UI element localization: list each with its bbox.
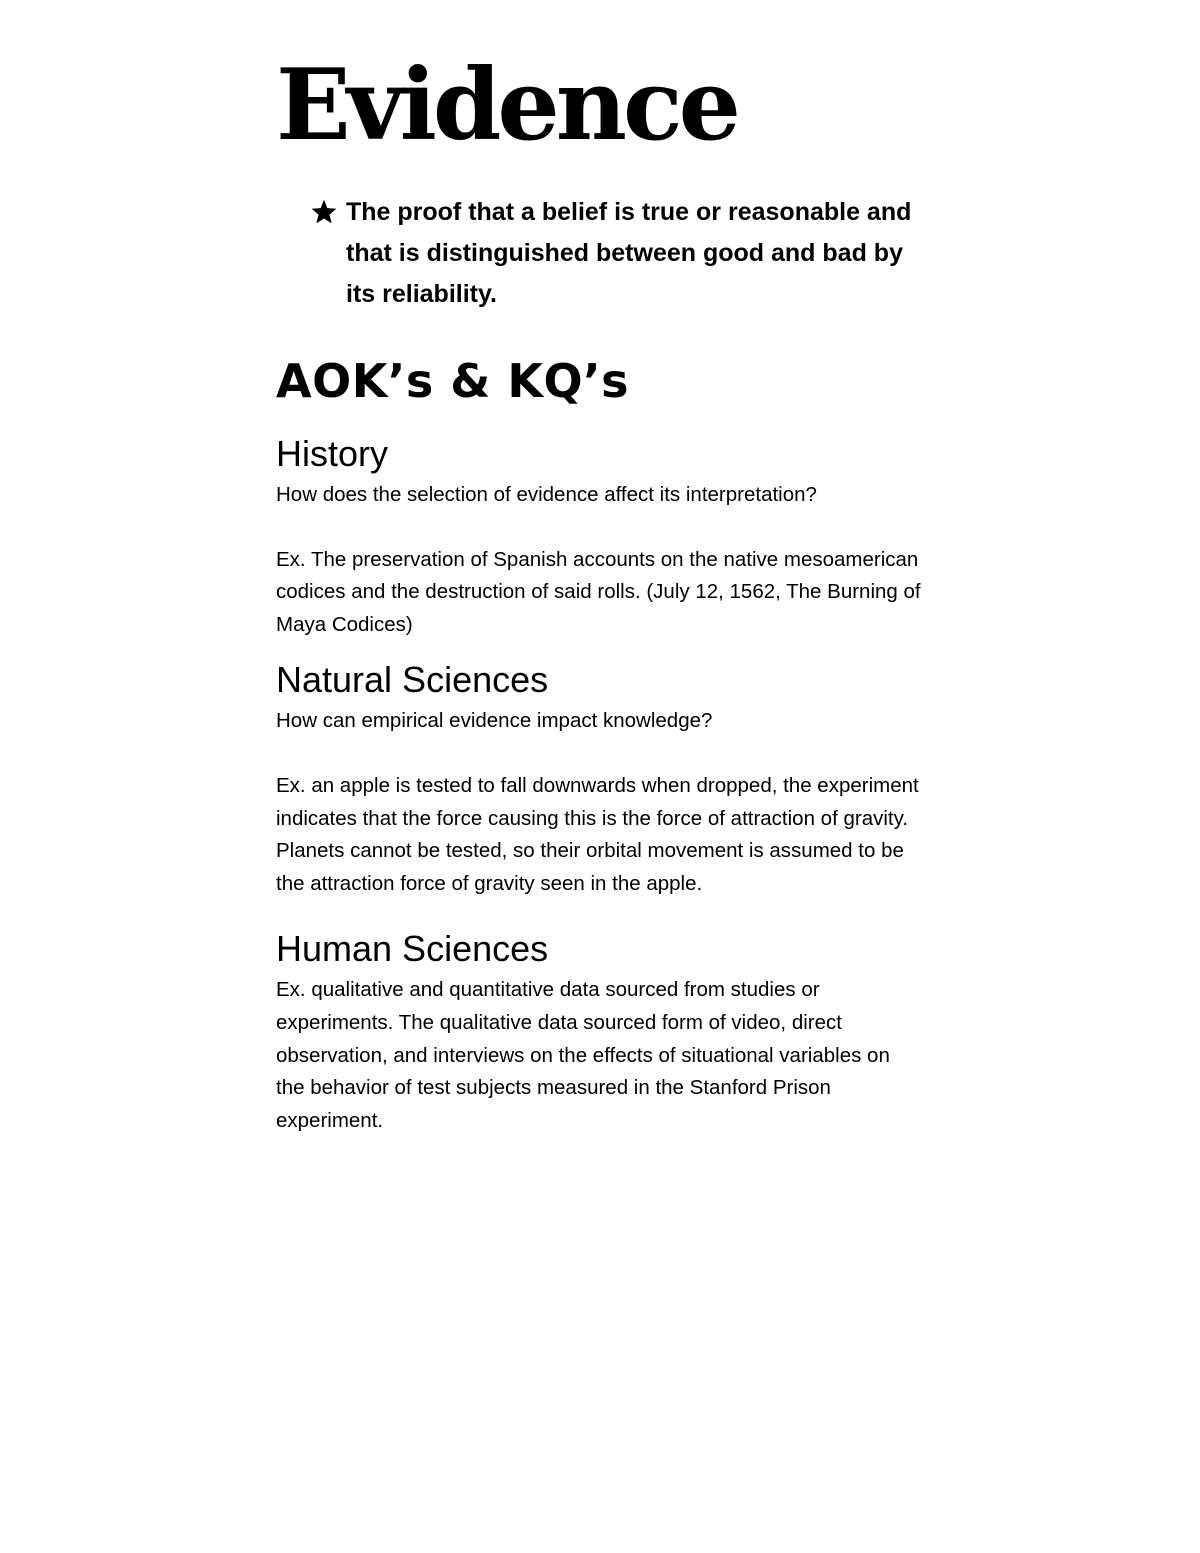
knowledge-question-natural-sciences: How can empirical evidence impact knowledge? — [276, 709, 713, 733]
definition-bullet — [276, 194, 926, 315]
aok-human-sciences — [276, 928, 926, 1137]
example-natural-sciences: Ex. an apple is tested to fall downwards when dropped, the experiment indicates that the force causing this is the force of attraction of gravity. Planets cannot be tested, so their orbital movement is assumed to be the attraction force of gravity seen in the apple. — [276, 773, 919, 895]
section-heading: AOK’s & KQ’s — [276, 354, 629, 408]
document-content — [276, 48, 926, 1137]
page-title: Evidence — [276, 48, 738, 163]
example-human-sciences: Ex. qualitative and quantitative data sourced from studies or experiments. The qualitative data sourced form of video, direct observation, and interviews on the effects of situational variables on the behavior of test subjects measured in the Stanford Prison experiment. — [276, 978, 890, 1132]
knowledge-question-history: How does the selection of evidence affect its interpretation? — [276, 483, 817, 506]
aok-history — [276, 433, 926, 641]
aok-title-history: History — [276, 433, 389, 474]
star-icon — [310, 198, 340, 226]
aok-title-human-sciences: Human Sciences — [276, 928, 549, 970]
aok-natural-sciences — [276, 659, 926, 900]
definition-text: The proof that a belief is true or reasonable and that is distinguished between good and bad by its reliability. — [346, 198, 912, 308]
aok-title-natural-sciences: Natural Sciences — [276, 659, 549, 701]
example-history: Ex. The preservation of Spanish accounts on the native mesoamerican codices and the destruction of said rolls. (July 12, 1562, The Burning of Maya Codices) — [276, 547, 921, 636]
